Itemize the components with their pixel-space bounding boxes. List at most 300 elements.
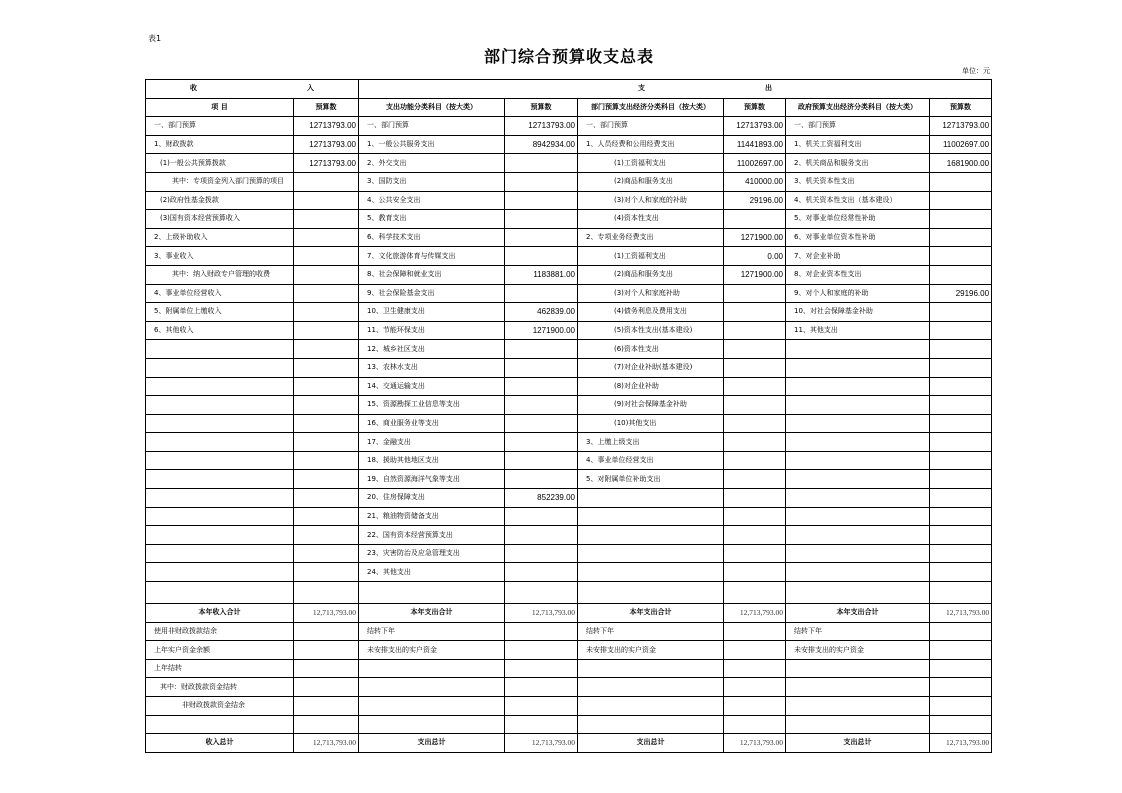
amount-cell — [930, 715, 992, 734]
amount-cell — [505, 377, 578, 396]
item-cell — [146, 563, 294, 582]
item-cell: 4、事业单位经营收入 — [146, 284, 294, 303]
amount-cell — [294, 210, 359, 229]
amount-cell — [294, 172, 359, 191]
table-row — [146, 321, 992, 340]
amount-cell — [930, 228, 992, 247]
amount-cell — [294, 321, 359, 340]
item-cell: 7、文化旅游体育与传媒支出 — [359, 247, 505, 266]
total-value: 12,713,793.00 — [724, 604, 786, 623]
total-value: 12,713,793.00 — [930, 734, 992, 753]
table-row — [146, 451, 992, 470]
amount-cell — [505, 154, 578, 173]
table-row — [146, 526, 992, 545]
item-cell — [359, 678, 505, 697]
amount-cell — [724, 210, 786, 229]
item-cell — [578, 697, 724, 716]
item-cell — [786, 563, 930, 582]
item-cell: 12、城乡社区支出 — [359, 340, 505, 359]
item-cell — [786, 396, 930, 415]
column-header-row — [146, 98, 992, 117]
amount-cell — [294, 715, 359, 734]
amount-cell — [505, 172, 578, 191]
item-cell: 其中：财政拨款资金结转 — [146, 678, 294, 697]
amount-cell — [724, 622, 786, 641]
amount-cell — [930, 247, 992, 266]
item-cell: (1)工资福利支出 — [578, 154, 724, 173]
item-cell — [578, 489, 724, 508]
item-cell: (2)商品和服务支出 — [578, 265, 724, 284]
item-cell — [786, 340, 930, 359]
item-cell: 23、灾害防治及应急管理支出 — [359, 544, 505, 563]
col-header-func: 支出功能分类科目（按大类） — [359, 98, 505, 117]
item-cell — [359, 582, 505, 604]
item-cell — [146, 396, 294, 415]
item-cell: 14、交通运输支出 — [359, 377, 505, 396]
table-row — [146, 265, 992, 284]
amount-cell — [930, 340, 992, 359]
amount-cell: 12713793.00 — [724, 117, 786, 136]
item-cell: (1)一般公共预算拨款 — [146, 154, 294, 173]
item-cell: 4、事业单位经营支出 — [578, 451, 724, 470]
amount-cell — [505, 451, 578, 470]
item-cell: (9)对社会保障基金补助 — [578, 396, 724, 415]
amount-cell — [930, 697, 992, 716]
amount-cell — [930, 563, 992, 582]
item-cell — [786, 433, 930, 452]
item-cell — [786, 526, 930, 545]
amount-cell — [505, 191, 578, 210]
total-value: 12,713,793.00 — [505, 734, 578, 753]
amount-cell: 11002697.00 — [724, 154, 786, 173]
amount-cell — [294, 544, 359, 563]
amount-cell — [930, 678, 992, 697]
amount-cell — [505, 563, 578, 582]
amount-cell — [505, 470, 578, 489]
item-cell: 结转下年 — [578, 622, 724, 641]
amount-cell: 0.00 — [724, 247, 786, 266]
amount-cell — [294, 228, 359, 247]
item-cell — [786, 544, 930, 563]
amount-cell — [294, 451, 359, 470]
item-cell: 3、国防支出 — [359, 172, 505, 191]
amount-cell — [724, 451, 786, 470]
amount-cell — [505, 507, 578, 526]
item-cell: 1、人员经费和公用经费支出 — [578, 135, 724, 154]
amount-cell — [930, 622, 992, 641]
table-row — [146, 340, 992, 359]
table-row — [146, 622, 992, 641]
item-cell — [146, 340, 294, 359]
item-cell — [146, 414, 294, 433]
item-cell — [786, 377, 930, 396]
item-cell — [786, 489, 930, 508]
item-cell: 7、对企业补助 — [786, 247, 930, 266]
total-label: 支出总计 — [359, 734, 505, 753]
amount-cell: 11002697.00 — [930, 135, 992, 154]
amount-cell — [505, 526, 578, 545]
col-header-dept-econ: 部门预算支出经济分类科目（按大类） — [578, 98, 724, 117]
table-row — [146, 191, 992, 210]
amount-cell — [294, 697, 359, 716]
item-cell: 结转下年 — [786, 622, 930, 641]
item-cell: 16、商业服务业等支出 — [359, 414, 505, 433]
amount-cell: 8942934.00 — [505, 135, 578, 154]
amount-cell — [930, 396, 992, 415]
item-cell: 2、上级补助收入 — [146, 228, 294, 247]
amount-cell — [505, 641, 578, 660]
grand-total-row — [146, 734, 992, 753]
item-cell: (5)资本性支出(基本建设) — [578, 321, 724, 340]
amount-cell — [930, 433, 992, 452]
total-value: 12,713,793.00 — [505, 604, 578, 623]
amount-cell: 12713793.00 — [294, 117, 359, 136]
item-cell: 1、机关工资福利支出 — [786, 135, 930, 154]
item-cell: (2)商品和服务支出 — [578, 172, 724, 191]
item-cell — [578, 563, 724, 582]
item-cell — [578, 526, 724, 545]
item-cell: 上年结转 — [146, 659, 294, 678]
item-cell — [786, 678, 930, 697]
amount-cell — [505, 247, 578, 266]
amount-cell: 29196.00 — [930, 284, 992, 303]
amount-cell — [724, 582, 786, 604]
item-cell — [786, 715, 930, 734]
item-cell: 10、卫生健康支出 — [359, 303, 505, 322]
item-cell: 18、援助其他地区支出 — [359, 451, 505, 470]
col-header-amount: 预算数 — [724, 98, 786, 117]
item-cell — [578, 678, 724, 697]
amount-cell — [930, 582, 992, 604]
amount-cell — [724, 659, 786, 678]
item-cell: 4、机关资本性支出（基本建设） — [786, 191, 930, 210]
amount-cell — [294, 191, 359, 210]
item-cell: (4)资本性支出 — [578, 210, 724, 229]
item-cell — [786, 451, 930, 470]
amount-cell — [724, 321, 786, 340]
item-cell: 6、对事业单位资本性补助 — [786, 228, 930, 247]
total-label: 本年支出合计 — [578, 604, 724, 623]
item-cell — [786, 470, 930, 489]
amount-cell — [294, 470, 359, 489]
total-label: 本年支出合计 — [786, 604, 930, 623]
amount-cell — [294, 358, 359, 377]
page-title: 部门综合预算收支总表 — [483, 47, 654, 66]
item-cell: (1)工资福利支出 — [578, 247, 724, 266]
amount-cell — [505, 396, 578, 415]
amount-cell — [724, 526, 786, 545]
item-cell: 6、其他收入 — [146, 321, 294, 340]
item-cell: 5、教育支出 — [359, 210, 505, 229]
amount-cell — [294, 433, 359, 452]
item-cell — [786, 582, 930, 604]
amount-cell — [505, 544, 578, 563]
item-cell — [578, 659, 724, 678]
table-row — [146, 678, 992, 697]
item-cell: 3、事业收入 — [146, 247, 294, 266]
table-row — [146, 210, 992, 229]
item-cell: (3)国有资本经营预算收入 — [146, 210, 294, 229]
amount-cell — [724, 358, 786, 377]
amount-cell — [294, 303, 359, 322]
item-cell — [578, 507, 724, 526]
amount-cell — [505, 433, 578, 452]
section-header-row — [146, 80, 992, 99]
item-cell: 5、附属单位上缴收入 — [146, 303, 294, 322]
item-cell: 22、国有资本经营预算支出 — [359, 526, 505, 545]
item-cell — [359, 715, 505, 734]
table-row — [146, 247, 992, 266]
amount-cell — [294, 507, 359, 526]
amount-cell: 410000.00 — [724, 172, 786, 191]
item-cell: 13、农林水支出 — [359, 358, 505, 377]
amount-cell — [724, 697, 786, 716]
item-cell: 6、科学技术支出 — [359, 228, 505, 247]
item-cell: 11、节能环保支出 — [359, 321, 505, 340]
item-cell: 19、自然资源海洋气象等支出 — [359, 470, 505, 489]
col-header-amount: 预算数 — [930, 98, 992, 117]
amount-cell — [294, 284, 359, 303]
item-cell: 17、金融支出 — [359, 433, 505, 452]
item-cell: 其中：专项资金列入部门预算的项目 — [146, 172, 294, 191]
item-cell: 一、部门预算 — [786, 117, 930, 136]
total-value: 12,713,793.00 — [294, 604, 359, 623]
amount-cell — [505, 228, 578, 247]
item-cell: 上年实户资金余额 — [146, 641, 294, 660]
amount-cell — [930, 659, 992, 678]
item-cell: 未安排支出的实户资金 — [578, 641, 724, 660]
amount-cell: 852239.00 — [505, 489, 578, 508]
item-cell: (2)政府性基金拨款 — [146, 191, 294, 210]
item-cell — [146, 433, 294, 452]
table-row — [146, 303, 992, 322]
item-cell: (8)对企业补助 — [578, 377, 724, 396]
amount-cell — [505, 678, 578, 697]
amount-cell: 1271900.00 — [724, 265, 786, 284]
col-header-amount: 预算数 — [505, 98, 578, 117]
table-row — [146, 154, 992, 173]
item-cell — [146, 489, 294, 508]
item-cell: 非财政拨款资金结余 — [146, 697, 294, 716]
amount-cell: 12713793.00 — [505, 117, 578, 136]
item-cell: 9、对个人和家庭的补助 — [786, 284, 930, 303]
table-row — [146, 715, 992, 734]
item-cell: 5、对事业单位经常性补助 — [786, 210, 930, 229]
item-cell: 使用非财政拨款结余 — [146, 622, 294, 641]
table-row — [146, 489, 992, 508]
item-cell: (10)其他支出 — [578, 414, 724, 433]
amount-cell — [724, 563, 786, 582]
table-row — [146, 582, 992, 604]
amount-cell — [724, 678, 786, 697]
table-row — [146, 659, 992, 678]
income-section-header: 收 入 — [146, 80, 359, 99]
amount-cell — [294, 489, 359, 508]
amount-cell — [294, 582, 359, 604]
budget-summary-table — [145, 79, 992, 753]
amount-cell — [930, 191, 992, 210]
amount-cell — [505, 697, 578, 716]
item-cell: (3)对个人和家庭补助 — [578, 284, 724, 303]
item-cell: 9、社会保险基金支出 — [359, 284, 505, 303]
amount-cell — [294, 247, 359, 266]
amount-cell — [294, 659, 359, 678]
item-cell — [146, 715, 294, 734]
amount-cell — [930, 265, 992, 284]
item-cell: 15、资源勘探工业信息等支出 — [359, 396, 505, 415]
item-cell — [786, 697, 930, 716]
amount-cell — [294, 641, 359, 660]
table-row — [146, 470, 992, 489]
item-cell: 未安排支出的实户资金 — [359, 641, 505, 660]
amount-cell — [930, 321, 992, 340]
amount-cell — [724, 433, 786, 452]
item-cell: 5、对附属单位补助支出 — [578, 470, 724, 489]
amount-cell — [724, 396, 786, 415]
amount-cell — [724, 303, 786, 322]
item-cell: 1、财政拨款 — [146, 135, 294, 154]
table-row — [146, 507, 992, 526]
table-row — [146, 414, 992, 433]
amount-cell — [505, 210, 578, 229]
total-value: 12,713,793.00 — [724, 734, 786, 753]
total-value: 12,713,793.00 — [930, 604, 992, 623]
amount-cell — [724, 414, 786, 433]
item-cell: 4、公共安全支出 — [359, 191, 505, 210]
amount-cell: 29196.00 — [724, 191, 786, 210]
item-cell: 其中：纳入财政专户管理的收费 — [146, 265, 294, 284]
table-row — [146, 641, 992, 660]
amount-cell — [930, 526, 992, 545]
item-cell — [578, 544, 724, 563]
item-cell — [786, 507, 930, 526]
amount-cell — [724, 544, 786, 563]
amount-cell — [724, 489, 786, 508]
amount-cell — [930, 172, 992, 191]
amount-cell — [724, 507, 786, 526]
total-label: 本年收入合计 — [146, 604, 294, 623]
item-cell: 11、其他支出 — [786, 321, 930, 340]
item-cell: 2、专项业务经费支出 — [578, 228, 724, 247]
item-cell: 结转下年 — [359, 622, 505, 641]
table-row — [146, 697, 992, 716]
item-cell: 3、上缴上级支出 — [578, 433, 724, 452]
amount-cell — [294, 563, 359, 582]
amount-cell: 12713793.00 — [930, 117, 992, 136]
total-value: 12,713,793.00 — [294, 734, 359, 753]
item-cell — [786, 659, 930, 678]
table-row — [146, 358, 992, 377]
amount-cell — [505, 659, 578, 678]
amount-cell — [505, 284, 578, 303]
item-cell: 20、住房保障支出 — [359, 489, 505, 508]
col-header-gov-econ: 政府预算支出经济分类科目（按大类） — [786, 98, 930, 117]
item-cell: 一、部门预算 — [359, 117, 505, 136]
item-cell: (3)对个人和家庭的补助 — [578, 191, 724, 210]
item-cell — [359, 659, 505, 678]
item-cell: 8、对企业资本性支出 — [786, 265, 930, 284]
amount-cell — [930, 377, 992, 396]
table-row — [146, 433, 992, 452]
item-cell — [786, 358, 930, 377]
item-cell — [578, 582, 724, 604]
amount-cell — [294, 265, 359, 284]
amount-cell — [294, 396, 359, 415]
total-label: 支出总计 — [786, 734, 930, 753]
item-cell — [146, 358, 294, 377]
item-cell — [146, 582, 294, 604]
table-row — [146, 135, 992, 154]
table-row — [146, 396, 992, 415]
item-cell: 10、对社会保障基金补助 — [786, 303, 930, 322]
total-label: 收入总计 — [146, 734, 294, 753]
amount-cell — [724, 377, 786, 396]
amount-cell — [930, 414, 992, 433]
item-cell — [359, 697, 505, 716]
item-cell: 未安排支出的实户资金 — [786, 641, 930, 660]
amount-cell: 1681900.00 — [930, 154, 992, 173]
item-cell — [146, 451, 294, 470]
amount-cell — [930, 358, 992, 377]
item-cell — [146, 507, 294, 526]
amount-cell — [294, 414, 359, 433]
table-row — [146, 117, 992, 136]
item-cell — [146, 470, 294, 489]
amount-cell: 1271900.00 — [505, 321, 578, 340]
item-cell: 24、其他支出 — [359, 563, 505, 582]
amount-cell — [724, 340, 786, 359]
item-cell — [146, 526, 294, 545]
col-header-amount: 预算数 — [294, 98, 359, 117]
col-header-item: 项 目 — [146, 98, 294, 117]
item-cell: (6)资本性支出 — [578, 340, 724, 359]
amount-cell — [505, 358, 578, 377]
table-number: 表1 — [148, 34, 162, 43]
amount-cell: 12713793.00 — [294, 154, 359, 173]
item-cell: 2、机关商品和服务支出 — [786, 154, 930, 173]
amount-cell — [930, 507, 992, 526]
amount-cell — [930, 544, 992, 563]
item-cell — [786, 414, 930, 433]
amount-cell — [505, 340, 578, 359]
amount-cell: 1183881.00 — [505, 265, 578, 284]
amount-cell — [294, 377, 359, 396]
amount-cell — [724, 715, 786, 734]
amount-cell: 11441893.00 — [724, 135, 786, 154]
item-cell: 1、一般公共服务支出 — [359, 135, 505, 154]
amount-cell — [724, 284, 786, 303]
amount-cell — [505, 622, 578, 641]
table-row — [146, 172, 992, 191]
table-row — [146, 544, 992, 563]
amount-cell — [930, 210, 992, 229]
amount-cell — [930, 303, 992, 322]
amount-cell — [930, 641, 992, 660]
table-row — [146, 228, 992, 247]
unit-label: 单位：元 — [962, 67, 990, 75]
table-row — [146, 377, 992, 396]
total-label: 支出总计 — [578, 734, 724, 753]
item-cell: 8、社会保障和就业支出 — [359, 265, 505, 284]
amount-cell — [724, 641, 786, 660]
amount-cell — [505, 414, 578, 433]
year-total-row — [146, 604, 992, 623]
amount-cell — [724, 470, 786, 489]
amount-cell — [930, 451, 992, 470]
item-cell: 2、外交支出 — [359, 154, 505, 173]
item-cell: 一、部门预算 — [146, 117, 294, 136]
amount-cell — [294, 678, 359, 697]
